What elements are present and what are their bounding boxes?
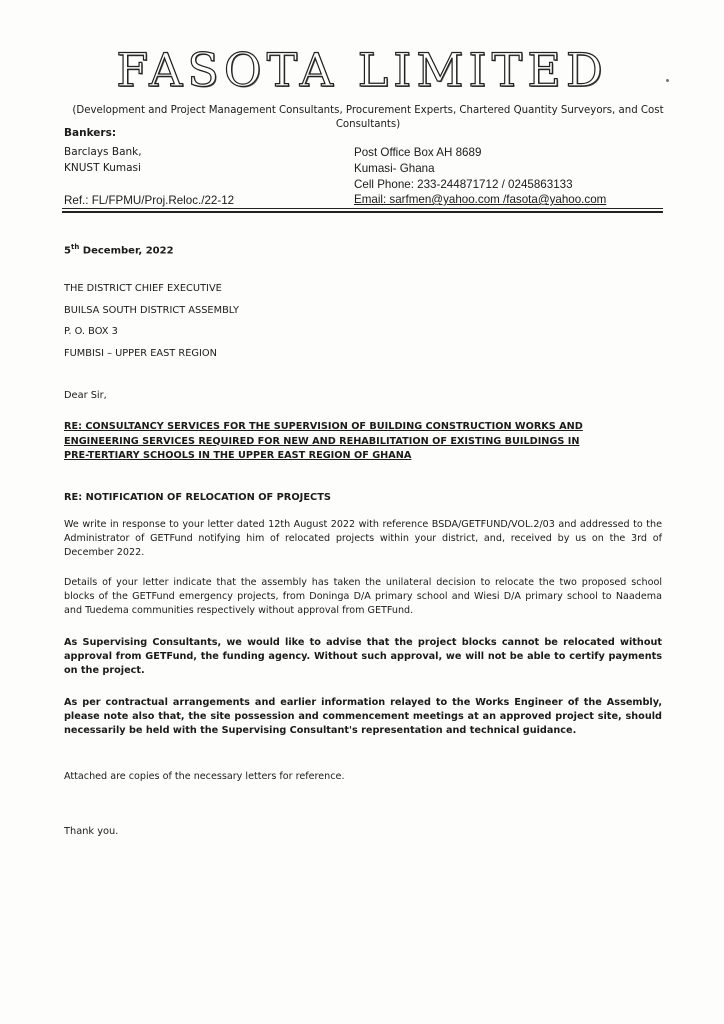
recipient-line: THE DISTRICT CHIEF EXECUTIVE xyxy=(64,283,222,294)
body-paragraph-4: As per contractual arrangements and earlier information relayed to the Works Engineer of the Assembly, please note also that, the site possession and commencement meetings at an approved project site, should necessarily be held with the Supervising Consultant's representation and technical guidance. xyxy=(64,697,662,736)
recipient-line: P. O. BOX 3 xyxy=(64,326,118,337)
subject-line: ENGINEERING SERVICES REQUIRED FOR NEW AND REHABILITATION OF EXISTING BUILDINGS IN xyxy=(64,435,580,447)
recipient-line: BUILSA SOUTH DISTRICT ASSEMBLY xyxy=(64,304,239,316)
contact-email: Email: sarfmen@yahoo.com /fasota@yahoo.com xyxy=(354,193,607,206)
bankers-heading: Bankers: xyxy=(64,127,117,139)
body-paragraph-2: Details of your letter indicate that the assembly has taken the unilateral decision to relocate the two proposed school blocks of the GETFund emergency projects, from Doninga D/A primary school and Wiesi D/A primary school to Naadema and Tuedema communities respectively without approval from GETFund. xyxy=(64,577,662,616)
bankers-branch: KNUST Kumasi xyxy=(64,162,141,174)
recipient-address xyxy=(64,278,239,364)
letter-date: 5th December, 2022 xyxy=(64,243,174,257)
bankers-bank: Barclays Bank, xyxy=(64,146,142,158)
reference-number: Ref.: FL/FPMU/Proj.Reloc./22-12 xyxy=(64,194,235,207)
company-logo: FASOTA LIMITED xyxy=(116,43,608,97)
subject-line: PRE-TERTIARY SCHOOLS IN THE UPPER EAST REGION OF GHANA xyxy=(64,450,412,461)
closing: Thank you. xyxy=(64,826,119,837)
body-paragraph-3: As Supervising Consultants, we would like to advise that the project blocks cannot be relocated without approval from GETFund, the funding agency. Without such approval, we will not be able to certify payments on the project. xyxy=(64,637,662,676)
letter-subject xyxy=(64,420,664,464)
company-tagline: (Development and Project Management Consultants, Procurement Experts, Chartered Quantity Surveyors, and Cost Consultants) xyxy=(72,105,664,130)
header-rule-top xyxy=(62,208,663,209)
speck xyxy=(666,79,669,82)
contact-phone: Cell Phone: 233-244871712 / 0245863133 xyxy=(354,178,573,191)
salutation: Dear Sir, xyxy=(64,390,107,401)
body-paragraph-1: We write in response to your letter dated 12th August 2022 with reference BSDA/GETFUND/VOL.2/03 and addressed to the Administrator of GETFund notifying him of relocated projects within your district, and, received by us on the 3rd of December 2022. xyxy=(64,519,662,558)
header-rule-bottom xyxy=(62,211,663,213)
contact-po-box: Post Office Box AH 8689 xyxy=(354,146,482,159)
body-paragraph-5: Attached are copies of the necessary letters for reference. xyxy=(64,771,345,782)
recipient-line: FUMBISI – UPPER EAST REGION xyxy=(64,347,217,359)
subheading: RE: NOTIFICATION OF RELOCATION OF PROJECTS xyxy=(64,492,331,503)
contact-city: Kumasi- Ghana xyxy=(354,162,435,175)
subject-line: RE: CONSULTANCY SERVICES FOR THE SUPERVISION OF BUILDING CONSTRUCTION WORKS AND xyxy=(64,421,583,432)
